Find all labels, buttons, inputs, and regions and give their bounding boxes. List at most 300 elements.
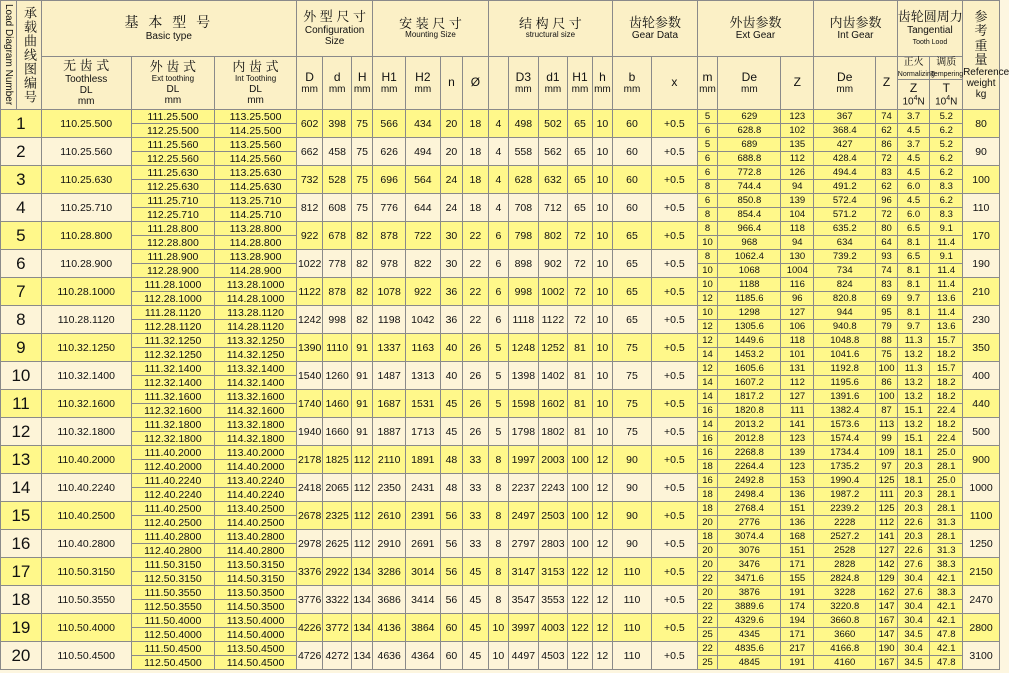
cell-H: 134 [351,586,372,614]
cell-d: 1825 [323,446,352,474]
force-temper-1: 15.7 [930,362,963,376]
force-normal-2: 8.1 [897,236,930,250]
cell-d1: 1402 [538,362,568,390]
ext-model-1: 111.50.3150 [131,558,215,572]
table-body [1,110,1000,670]
cell-d1: 502 [538,110,568,138]
cell-s: 8 [488,530,508,558]
ext-z-1: 127 [781,306,814,320]
cell-h1: 122 [568,642,592,670]
int-model-1: 113.50.4500 [215,642,297,656]
cell-h1: 65 [568,110,592,138]
force-normal-1: 4.5 [897,194,930,208]
int-de-2: 1041.6 [814,348,876,362]
ext-model-2: 112.32.1600 [131,404,215,418]
cell-x: +0.5 [651,474,697,502]
force-temper-1: 42.1 [930,614,963,628]
int-model-2: 114.25.560 [215,152,297,166]
ext-model-1: 111.28.1120 [131,306,215,320]
cell-H: 75 [351,166,372,194]
ext-model-2: 112.50.4500 [131,656,215,670]
load-diagram-number: 14 [1,474,42,502]
cell-d: 1110 [323,334,352,362]
table-row [1,390,1000,404]
ext-model-1: 111.28.900 [131,250,215,264]
cell-d: 2625 [323,530,352,558]
load-diagram-number: 5 [1,222,42,250]
int-model-2: 114.32.1800 [215,432,297,446]
toothless-model: 110.40.2000 [41,446,131,474]
cell-d: 608 [323,194,352,222]
force-normal-1: 6.5 [897,250,930,264]
ext-de-1: 1817.2 [718,390,781,404]
cell-H: 112 [351,502,372,530]
int-z-1: 162 [876,586,897,600]
int-z-1: 141 [876,530,897,544]
module-2: 14 [697,348,717,362]
cell-D3: 1798 [509,418,539,446]
force-normal-1: 13.2 [897,418,930,432]
col-m: m mm [697,57,717,110]
ext-de-2: 744.4 [718,180,781,194]
int-model-2: 114.50.4000 [215,628,297,642]
force-normal-2: 13.2 [897,376,930,390]
cell-h: 10 [592,222,612,250]
force-normal-2: 15.1 [897,404,930,418]
cell-h: 10 [592,250,612,278]
force-normal-1: 3.7 [897,110,930,124]
cell-h: 12 [592,586,612,614]
ext-z-2: 112 [781,376,814,390]
ext-z-2: 171 [781,628,814,642]
cell-x: +0.5 [651,166,697,194]
cell-D: 1540 [296,362,323,390]
cell-H2: 564 [406,166,441,194]
int-z-1: 125 [876,474,897,488]
cell-n: 45 [440,390,462,418]
ext-model-2: 112.32.1400 [131,376,215,390]
ext-z-1: 141 [781,418,814,432]
load-diagram-number: 11 [1,390,42,418]
int-de-2: 940.8 [814,320,876,334]
ext-model-2: 112.50.3550 [131,600,215,614]
int-model-1: 113.28.1000 [215,278,297,292]
int-model-2: 114.25.710 [215,208,297,222]
force-normal-1: 30.4 [897,614,930,628]
module-1: 20 [697,586,717,600]
module-2: 22 [697,572,717,586]
cell-phi: 18 [463,110,489,138]
cell-n: 30 [440,250,462,278]
col-De-int: De mm [814,57,876,110]
toothless-header: 无 齿 式 Toothless DL mm [41,57,131,110]
ext-z-1: 191 [781,586,814,600]
ext-model-1: 111.40.2000 [131,446,215,460]
module-1: 14 [697,390,717,404]
col-b: b mm [613,57,652,110]
ext-model-1: 111.25.560 [131,138,215,152]
cell-n: 48 [440,474,462,502]
ext-model-2: 112.28.900 [131,264,215,278]
cell-b: 65 [613,222,652,250]
int-model-1: 113.28.800 [215,222,297,236]
cell-x: +0.5 [651,642,697,670]
toothless-model: 110.50.4000 [41,614,131,642]
int-de-1: 1192.8 [814,362,876,376]
cell-x: +0.5 [651,362,697,390]
int-z-1: 83 [876,278,897,292]
load-diagram-number: 10 [1,362,42,390]
force-temper-1: 18.2 [930,418,963,432]
int-de-2: 3220.8 [814,600,876,614]
force-normal-2: 20.3 [897,460,930,474]
weight: 210 [963,278,1000,306]
config-header: 外 型 尺 寸 Configuration Size [296,1,373,57]
ext-model-1: 111.40.2800 [131,530,215,544]
cell-D3: 798 [509,222,539,250]
col-force-t: T $10^4N$ [930,80,963,110]
cell-h1: 72 [568,278,592,306]
load-diagram-number: 6 [1,250,42,278]
weight: 80 [963,110,1000,138]
int-model-2: 114.28.800 [215,236,297,250]
cell-D: 2178 [296,446,323,474]
toothless-model: 110.28.900 [41,250,131,278]
table-row [1,306,1000,320]
module-1: 22 [697,642,717,656]
toothless-model: 110.40.2800 [41,530,131,558]
ext-model-1: 111.32.1250 [131,334,215,348]
load-diagram-number: 4 [1,194,42,222]
int-model-1: 113.32.1600 [215,390,297,404]
toothless-model: 110.32.1400 [41,362,131,390]
cell-H1: 1198 [373,306,406,334]
int-z-2: 69 [876,292,897,306]
cell-s: 4 [488,138,508,166]
cell-n: 36 [440,306,462,334]
col-H1: H1 mm [373,57,406,110]
int-z-2: 74 [876,264,897,278]
cell-n: 60 [440,614,462,642]
ext-model-2: 112.28.1120 [131,320,215,334]
col-h1: H1 mm [568,57,592,110]
cell-H2: 1891 [406,446,441,474]
table-row [1,446,1000,460]
module-1: 14 [697,418,717,432]
int-model-1: 113.25.560 [215,138,297,152]
int-de-1: 3228 [814,586,876,600]
ext-z-2: 94 [781,236,814,250]
table-row [1,362,1000,376]
ext-z-1: 118 [781,222,814,236]
force-normal-1: 20.3 [897,530,930,544]
int-de-2: 2824.8 [814,572,876,586]
ext-de-1: 1605.6 [718,362,781,376]
force-normal-2: 22.6 [897,516,930,530]
force-temper-1: 38.3 [930,558,963,572]
int-de-1: 1048.8 [814,334,876,348]
col-d1: d1 mm [538,57,568,110]
cell-d1: 1122 [538,306,568,334]
force-temper-1: 9.1 [930,250,963,264]
table-row [1,194,1000,208]
col-force-z: Z $10^4N$ [897,80,930,110]
int-model-1: 113.32.1250 [215,334,297,348]
force-normal-1: 18.1 [897,446,930,460]
int-model-1: 113.40.2800 [215,530,297,544]
ext-z-1: 139 [781,446,814,460]
weight: 2150 [963,558,1000,586]
ext-z-1: 217 [781,642,814,656]
int-z-1: 80 [876,222,897,236]
cell-s: 4 [488,194,508,222]
int-z-2: 97 [876,460,897,474]
cell-n: 56 [440,530,462,558]
cell-s: 8 [488,586,508,614]
int-z-2: 129 [876,572,897,586]
force-temper-2: 31.3 [930,544,963,558]
ext-de-2: 2264.4 [718,460,781,474]
int-de-1: 2239.2 [814,502,876,516]
cell-s: 5 [488,418,508,446]
int-model-2: 114.40.2240 [215,488,297,502]
cell-D: 3376 [296,558,323,586]
cell-x: +0.5 [651,194,697,222]
col-D3: D3 mm [509,57,539,110]
weight: 110 [963,194,1000,222]
cell-h1: 72 [568,222,592,250]
int-model-2: 114.28.1000 [215,292,297,306]
int-z-1: 113 [876,418,897,432]
cell-D3: 3147 [509,558,539,586]
int-de-1: 824 [814,278,876,292]
cell-h1: 81 [568,390,592,418]
force-normal-2: 6.0 [897,180,930,194]
int-de-2: 1987.2 [814,488,876,502]
cell-H1: 4636 [373,642,406,670]
force-temper-2: 11.4 [930,264,963,278]
ext-de-1: 2013.2 [718,418,781,432]
cell-phi: 33 [463,474,489,502]
ext-z-2: 101 [781,348,814,362]
force-temper-1: 6.2 [930,166,963,180]
ext-model-2: 112.40.2800 [131,544,215,558]
cell-phi: 18 [463,194,489,222]
cell-D3: 708 [509,194,539,222]
int-model-2: 114.32.1600 [215,404,297,418]
cell-x: +0.5 [651,446,697,474]
ext-de-2: 628.8 [718,124,781,138]
cell-h1: 122 [568,614,592,642]
ext-z-2: 123 [781,432,814,446]
cell-D3: 498 [509,110,539,138]
cell-D: 2978 [296,530,323,558]
int-de-2: 368.4 [814,124,876,138]
cell-H2: 1713 [406,418,441,446]
int-model-1: 113.25.500 [215,110,297,124]
int-z-1: 86 [876,138,897,152]
int-de-2: 1382.4 [814,404,876,418]
int-de-1: 739.2 [814,250,876,264]
ext-z-2: 1004 [781,264,814,278]
force-normal-1: 27.6 [897,558,930,572]
cell-H2: 822 [406,250,441,278]
cell-H: 91 [351,334,372,362]
cell-h1: 100 [568,530,592,558]
col-De-ext: De mm [718,57,781,110]
cell-b: 110 [613,642,652,670]
table-row [1,222,1000,236]
cell-h: 12 [592,446,612,474]
cell-d1: 902 [538,250,568,278]
cell-h: 12 [592,642,612,670]
module-2: 6 [697,152,717,166]
int-z-1: 190 [876,642,897,656]
force-normal-2: 20.3 [897,488,930,502]
cell-D3: 898 [509,250,539,278]
int-model-1: 113.25.710 [215,194,297,208]
int-de-2: 634 [814,236,876,250]
cell-h: 10 [592,334,612,362]
cell-d1: 3153 [538,558,568,586]
cell-h: 12 [592,530,612,558]
cell-d: 2922 [323,558,352,586]
force-normal-1: 6.5 [897,222,930,236]
force-temper-1: 25.0 [930,474,963,488]
weight-header: 参考重量 Reference weight kg [963,1,1000,110]
cell-phi: 22 [463,306,489,334]
ext-z-1: 130 [781,250,814,264]
int-z-2: 99 [876,432,897,446]
cell-d1: 1802 [538,418,568,446]
cell-h1: 72 [568,306,592,334]
cell-H2: 4364 [406,642,441,670]
cell-D: 4726 [296,642,323,670]
int-z-2: 64 [876,236,897,250]
ext-model-2: 112.32.1800 [131,432,215,446]
ext-de-1: 2768.4 [718,502,781,516]
cell-H1: 696 [373,166,406,194]
toothless-model: 110.25.500 [41,110,131,138]
int-model-1: 113.32.1800 [215,418,297,432]
ext-z-2: 96 [781,292,814,306]
ext-z-2: 155 [781,572,814,586]
load-diagram-number: 18 [1,586,42,614]
force-temper-1: 15.7 [930,334,963,348]
force-temper-1: 28.1 [930,530,963,544]
cell-d1: 3553 [538,586,568,614]
force-normal-2: 9.7 [897,292,930,306]
cell-s: 6 [488,222,508,250]
force-temper-2: 47.8 [930,628,963,642]
cell-D3: 3997 [509,614,539,642]
cell-b: 90 [613,446,652,474]
ext-z-2: 191 [781,656,814,670]
toothless-model: 110.32.1600 [41,390,131,418]
cell-phi: 45 [463,614,489,642]
cell-phi: 26 [463,362,489,390]
cell-D: 1390 [296,334,323,362]
cell-n: 24 [440,166,462,194]
cell-h1: 65 [568,138,592,166]
ext-de-2: 1820.8 [718,404,781,418]
load-diagram-number: 12 [1,418,42,446]
force-temper-2: 6.2 [930,124,963,138]
ext-de-1: 850.8 [718,194,781,208]
ext-de-2: 1185.6 [718,292,781,306]
ext-z-2: 94 [781,180,814,194]
ext-de-2: 2012.8 [718,432,781,446]
int-de-2: 571.2 [814,208,876,222]
cell-phi: 26 [463,334,489,362]
cell-b: 110 [613,558,652,586]
ext-de-2: 2498.4 [718,488,781,502]
cell-d1: 1252 [538,334,568,362]
load-diagram-number: 19 [1,614,42,642]
ext-de-2: 968 [718,236,781,250]
int-de-2: 4160 [814,656,876,670]
cell-b: 90 [613,474,652,502]
cell-d: 2325 [323,502,352,530]
cell-phi: 26 [463,390,489,418]
cell-d: 998 [323,306,352,334]
cell-b: 110 [613,586,652,614]
ext-de-1: 4835.6 [718,642,781,656]
ext-z-1: 171 [781,558,814,572]
cell-phi: 22 [463,222,489,250]
cell-D: 732 [296,166,323,194]
ext-model-1: 111.25.710 [131,194,215,208]
int-model-2: 114.50.3500 [215,600,297,614]
module-2: 8 [697,208,717,222]
col-x: x [651,57,697,110]
int-de-1: 367 [814,110,876,124]
int-model-1: 113.50.4000 [215,614,297,628]
cell-H2: 644 [406,194,441,222]
force-normal-2: 34.5 [897,656,930,670]
cell-H1: 3286 [373,558,406,586]
cell-H: 91 [351,418,372,446]
ext-z-1: 135 [781,138,814,152]
force-temper-2: 8.3 [930,208,963,222]
ext-model-1: 111.25.500 [131,110,215,124]
cell-x: +0.5 [651,418,697,446]
basic-type-header: 基 本 型 号 Basic type [41,1,296,57]
cell-s: 8 [488,558,508,586]
force-normal-1: 8.1 [897,306,930,320]
cell-D: 1122 [296,278,323,306]
module-1: 5 [697,110,717,124]
module-1: 22 [697,614,717,628]
cell-D3: 1118 [509,306,539,334]
cell-h: 12 [592,474,612,502]
module-2: 18 [697,488,717,502]
weight: 1000 [963,474,1000,502]
table-row [1,138,1000,152]
col-d: d mm [323,57,352,110]
cell-H1: 1078 [373,278,406,306]
cell-H2: 1531 [406,390,441,418]
ext-model-2: 112.28.1000 [131,292,215,306]
force-normal-2: 34.5 [897,628,930,642]
col-normalizing: 正火 Normalizing [897,57,935,78]
cell-h1: 81 [568,334,592,362]
module-1: 12 [697,362,717,376]
int-z-2: 62 [876,124,897,138]
ext-model-2: 112.50.4000 [131,628,215,642]
ext-de-2: 3076 [718,544,781,558]
cell-s: 8 [488,474,508,502]
